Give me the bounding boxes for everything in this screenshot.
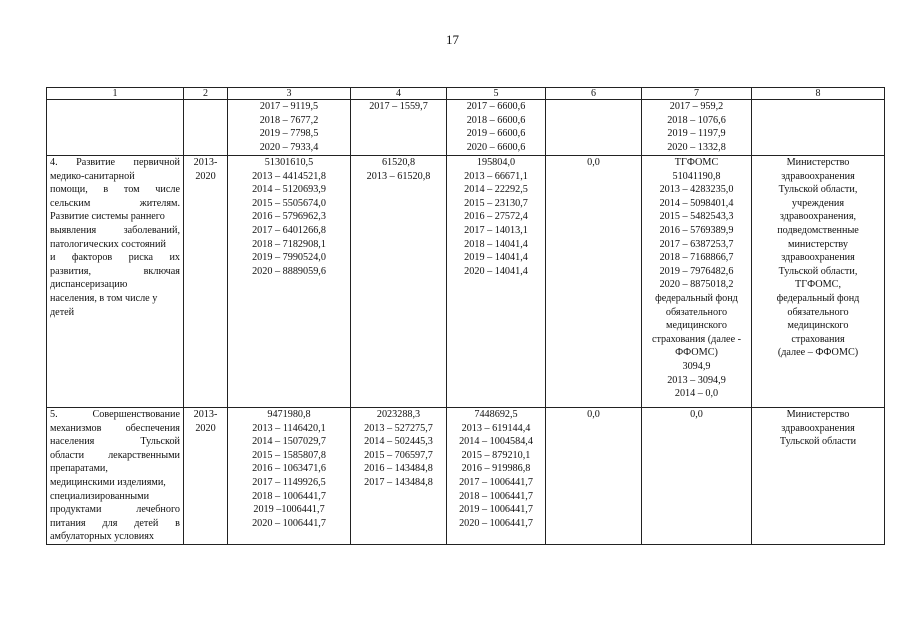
table-row-item-4 — [47, 156, 885, 408]
cell-line: Министерство — [786, 157, 850, 168]
cell-line: ТГФОМС, — [794, 279, 842, 291]
cell-line: 3094,9 — [682, 360, 711, 372]
cell-line: 0,0 — [690, 409, 703, 420]
cell-line: населения Тульской — [50, 436, 180, 448]
cell-line: 2016 – 5796962,3 — [252, 211, 326, 223]
cell-line: сельским жителям. — [50, 197, 180, 209]
cell-line: 2018 – 7182908,1 — [252, 238, 326, 250]
cell-line: 61520,8 — [381, 157, 416, 168]
cell-line: 2013 – 1146420,1 — [252, 422, 326, 434]
cell-line: 2020 — [195, 170, 216, 182]
cell-line: 2015 – 879210,1 — [461, 449, 531, 461]
column-number: 3 — [228, 88, 351, 100]
cell-line: учреждения — [791, 197, 845, 209]
cell-line: 2013 – 4414521,8 — [252, 170, 326, 182]
cell-line: 2020 – 6600,6 — [466, 141, 526, 153]
cell-line: 2018 – 6600,6 — [466, 114, 526, 126]
cell-line: 2019 – 7990524,0 — [252, 252, 326, 264]
cell-line: 2018 – 14041,4 — [464, 238, 528, 250]
local-funding-cell — [546, 408, 642, 545]
cell-line: питания для детей в — [50, 517, 180, 529]
other-funding-cell — [642, 156, 752, 408]
cell-line: 2013 – 619144,4 — [461, 422, 531, 434]
cell-line: 2018 – 1076,6 — [667, 114, 726, 126]
cell-line: 2019 – 1006441,7 — [459, 504, 533, 516]
cell-line: Развитие системы раннего — [50, 211, 165, 223]
cell-line: подведомственные — [777, 224, 859, 236]
cell-line: 0,0 — [587, 157, 600, 168]
other-funding-cell — [642, 408, 752, 545]
cell-line: специализированными — [50, 490, 150, 502]
period-cell — [184, 100, 228, 156]
column-number: 5 — [447, 88, 546, 100]
cell-line: 2015 – 706597,7 — [364, 449, 433, 461]
cell-line: 2017 – 14013,1 — [464, 224, 528, 236]
cell-line: патологических состояний — [50, 238, 166, 250]
executor-cell — [752, 408, 885, 545]
cell-line: 2014 – 5098401,4 — [659, 197, 734, 209]
cell-line: 2014 – 0,0 — [674, 388, 719, 400]
cell-line: 2018 – 7677,2 — [259, 114, 319, 126]
cell-line: обязательного — [787, 306, 849, 318]
cell-line: здравоохранения — [781, 422, 855, 434]
cell-line: Тульской области, — [778, 184, 858, 196]
cell-line: 2013- — [193, 409, 218, 420]
activity-cell — [47, 408, 184, 545]
cell-line: 2017 – 1006441,7 — [459, 476, 533, 488]
cell-line: 5. Совершенствование — [50, 409, 180, 420]
federal-funding-cell — [351, 156, 447, 408]
cell-line: населения, в том числе у — [50, 292, 158, 304]
cell-line: продуктами лечебного — [50, 504, 180, 516]
cell-line: Тульской области — [779, 436, 857, 448]
executor-cell — [752, 100, 885, 156]
cell-line: 4. Развитие первичной — [50, 157, 180, 168]
cell-line: 2020 — [195, 422, 216, 434]
cell-line: 2020 – 8889059,6 — [252, 265, 326, 277]
local-funding-cell — [546, 100, 642, 156]
cell-line: медицинскими изделиями, — [50, 476, 166, 488]
cell-line: 2020 – 14041,4 — [464, 265, 528, 277]
cell-line: 2015 – 5505674,0 — [252, 197, 326, 209]
regional-funding-cell — [447, 156, 546, 408]
cell-line: обязательного — [665, 306, 728, 318]
column-number: 4 — [351, 88, 447, 100]
cell-line: 2019 – 1197,9 — [667, 128, 726, 140]
cell-line: 2023288,3 — [376, 409, 421, 420]
cell-line: 2017 – 143484,8 — [364, 476, 433, 488]
cell-line: 2014 – 1004584,4 — [459, 436, 533, 448]
cell-line: 2017 – 959,2 — [669, 101, 724, 112]
cell-line: 2015 – 5482543,3 — [659, 211, 734, 223]
cell-line: медицинского — [666, 320, 727, 332]
program-funding-table — [46, 87, 885, 545]
column-number-row — [47, 88, 885, 100]
federal-funding-cell — [351, 100, 447, 156]
cell-line: 2013 – 4283235,0 — [659, 184, 734, 196]
cell-line: медико-санитарной — [50, 170, 135, 182]
cell-line: препаратами, — [50, 463, 108, 475]
cell-line: 2015 – 1585807,8 — [252, 449, 326, 461]
table-row-item-5 — [47, 408, 885, 545]
cell-line: детей — [50, 306, 75, 318]
executor-cell — [752, 156, 885, 408]
activity-cell — [47, 100, 184, 156]
cell-line: (далее – ФФОМС) — [777, 347, 859, 359]
cell-line: 2016 – 5769389,9 — [659, 224, 734, 236]
local-funding-cell — [546, 156, 642, 408]
cell-line: 2019 – 6600,6 — [466, 128, 526, 140]
cell-line: 2014 – 5120693,9 — [252, 184, 326, 196]
total-funding-cell — [228, 408, 351, 545]
cell-line: диспансеризацию — [50, 279, 128, 291]
cell-line: 7448692,5 — [474, 409, 518, 420]
cell-line: федеральный фонд — [776, 292, 860, 304]
cell-line: 195804,0 — [476, 157, 516, 168]
cell-line: 2020 – 8875018,2 — [659, 279, 734, 291]
column-number: 8 — [752, 88, 885, 100]
cell-line: выявления заболеваний, — [50, 224, 180, 236]
period-cell — [184, 156, 228, 408]
total-funding-cell — [228, 156, 351, 408]
cell-line: 2017 – 9119,5 — [259, 101, 319, 112]
cell-line: 2013 – 66671,1 — [464, 170, 528, 182]
regional-funding-cell — [447, 100, 546, 156]
cell-line: 2013 – 61520,8 — [366, 170, 431, 182]
cell-line: 2020 – 1332,8 — [667, 141, 726, 153]
cell-line: 2020 – 7933,4 — [259, 141, 319, 153]
cell-line: 2016 – 919986,8 — [461, 463, 531, 475]
cell-line: 2015 – 23130,7 — [464, 197, 528, 209]
cell-line: 2018 – 1006441,7 — [459, 490, 533, 502]
table-row-continuation — [47, 100, 885, 156]
cell-line: 2013 – 527275,7 — [364, 422, 433, 434]
cell-line: ТГФОМС — [674, 157, 719, 168]
cell-line: здравоохранения — [781, 252, 855, 264]
cell-line: помощи, в том числе — [50, 184, 180, 196]
column-number: 6 — [546, 88, 642, 100]
cell-line: 2016 – 1063471,6 — [252, 463, 326, 475]
cell-line: 2020 – 1006441,7 — [252, 517, 326, 529]
cell-line: развития, включая — [50, 265, 180, 277]
cell-line: страхования — [791, 333, 845, 345]
cell-line: и факторов риска их — [50, 252, 180, 264]
page-number: 17 — [446, 32, 459, 47]
cell-line: 51301610,5 — [264, 157, 314, 168]
cell-line: 2019 – 14041,4 — [464, 252, 528, 264]
cell-line: 2017 – 6600,6 — [466, 101, 526, 112]
total-funding-cell — [228, 100, 351, 156]
cell-line: 2019 –1006441,7 — [253, 504, 325, 516]
cell-line: 2019 – 7798,5 — [259, 128, 319, 140]
activity-cell — [47, 156, 184, 408]
cell-line: 51041190,8 — [672, 170, 721, 182]
column-number: 1 — [47, 88, 184, 100]
cell-line: 2018 – 1006441,7 — [252, 490, 326, 502]
cell-line: амбулаторных условиях — [50, 531, 155, 543]
column-number: 7 — [642, 88, 752, 100]
cell-line: 2019 – 7976482,6 — [659, 265, 734, 277]
cell-line: 2016 – 143484,8 — [364, 463, 433, 475]
cell-line: Тульской области, — [778, 265, 858, 277]
cell-line: ФФОМС) — [675, 347, 718, 359]
cell-line: федеральный фонд — [655, 292, 738, 304]
cell-line: 2017 – 1559,7 — [369, 101, 428, 112]
regional-funding-cell — [447, 408, 546, 545]
federal-funding-cell — [351, 408, 447, 545]
cell-line: страхования (далее - — [651, 333, 742, 345]
other-funding-cell — [642, 100, 752, 156]
cell-line: министерству — [788, 238, 848, 250]
cell-line: здравоохранения — [781, 170, 855, 182]
cell-line: 2018 – 7168866,7 — [659, 252, 734, 264]
cell-line: Министерство — [786, 409, 850, 420]
cell-line: 9471980,8 — [267, 409, 311, 420]
cell-line: 0,0 — [587, 409, 600, 420]
cell-line: 2017 – 6401266,8 — [252, 224, 326, 236]
cell-line: медицинского — [787, 320, 849, 332]
cell-line: 2017 – 6387253,7 — [659, 238, 734, 250]
cell-line: 2014 – 1507029,7 — [252, 436, 326, 448]
cell-line: здравоохранения, — [779, 211, 857, 223]
cell-line: механизмов обеспечения — [50, 422, 180, 434]
cell-line: области лекарственными — [50, 449, 180, 461]
cell-line: 2013- — [193, 157, 218, 168]
cell-line: 2016 – 27572,4 — [464, 211, 528, 223]
cell-line: 2014 – 502445,3 — [364, 436, 433, 448]
cell-line: 2017 – 1149926,5 — [252, 476, 326, 488]
cell-line: 2014 – 22292,5 — [464, 184, 528, 196]
cell-line: 2013 – 3094,9 — [667, 374, 726, 386]
cell-line: 2020 – 1006441,7 — [459, 517, 533, 529]
period-cell — [184, 408, 228, 545]
column-number: 2 — [184, 88, 228, 100]
